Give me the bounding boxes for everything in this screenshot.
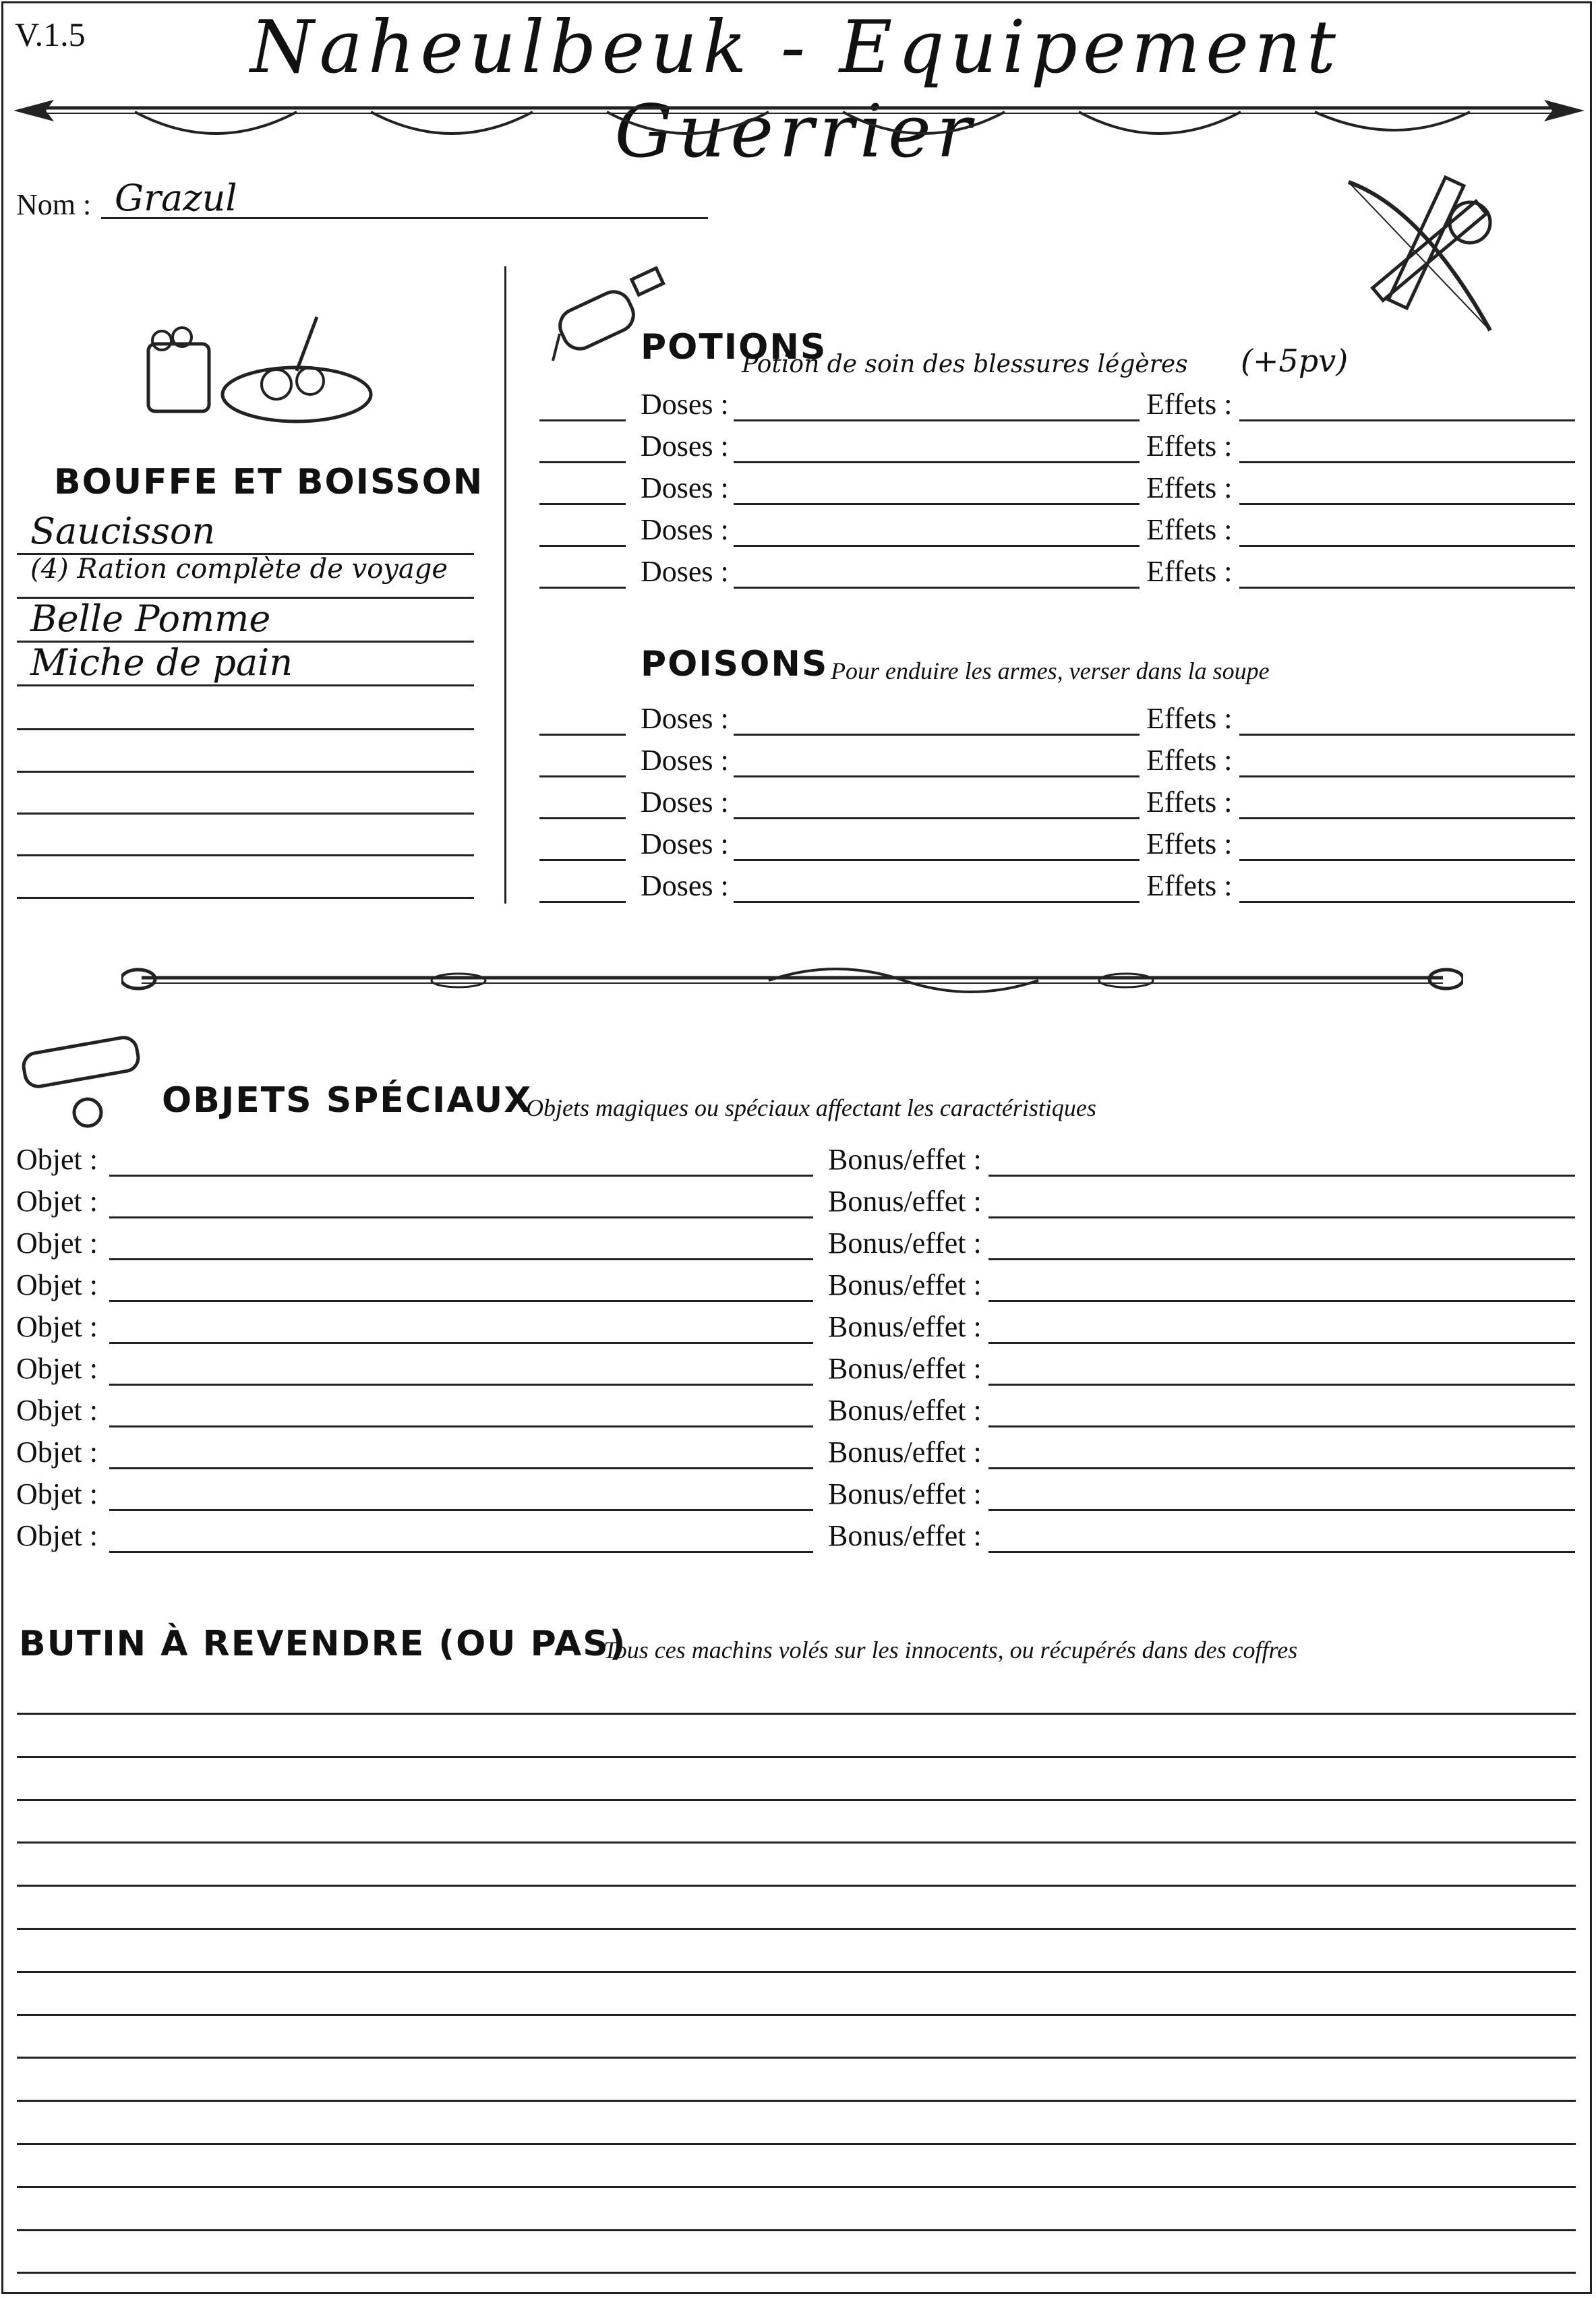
effect-line[interactable]	[1239, 734, 1575, 736]
page-title: Naheulbeuk - Equipement Guerrier	[249, 5, 1342, 174]
dose-line[interactable]	[734, 901, 1140, 903]
effect-line[interactable]	[1239, 503, 1575, 505]
loot-line[interactable]	[17, 1713, 1576, 1715]
object-label: Objet :	[16, 1310, 98, 1343]
bonus-line[interactable]	[988, 1425, 1575, 1427]
dose-count-line[interactable]	[539, 461, 626, 463]
loot-line[interactable]	[17, 1799, 1576, 1801]
dose-count-line[interactable]	[539, 817, 626, 819]
food-item[interactable]: Saucisson	[30, 510, 216, 552]
potions-heading: POTIONS	[641, 327, 827, 367]
effect-label: Effets :	[1146, 869, 1233, 902]
effect-label: Effets :	[1146, 702, 1233, 735]
loot-line[interactable]	[17, 1756, 1576, 1758]
spear-divider-icon	[13, 81, 1585, 148]
effect-label: Effets :	[1146, 786, 1233, 819]
dose-label: Doses :	[641, 388, 729, 421]
loot-line[interactable]	[17, 2186, 1576, 2188]
loot-line[interactable]	[17, 1885, 1576, 1887]
bonus-label: Bonus/effet :	[828, 1394, 982, 1427]
loot-line[interactable]	[17, 2014, 1576, 2016]
bonus-line[interactable]	[988, 1216, 1575, 1218]
loot-subtitle: Tous ces machins volés sur les innocents, ou récupérés dans des coffres	[603, 1637, 1298, 1663]
dose-count-line[interactable]	[539, 734, 626, 736]
object-label: Objet :	[16, 1268, 98, 1301]
dose-line[interactable]	[734, 817, 1140, 819]
dose-count-line[interactable]	[539, 775, 626, 777]
bonus-line[interactable]	[988, 1467, 1575, 1469]
name-line	[101, 217, 708, 219]
poisons-heading: POISONS	[641, 644, 829, 684]
poisons-subtitle: Pour enduire les armes, verser dans la soupe	[831, 657, 1270, 684]
dose-label: Doses :	[641, 430, 729, 463]
loot-line[interactable]	[17, 1928, 1576, 1930]
object-line[interactable]	[109, 1509, 813, 1511]
loot-line[interactable]	[17, 1971, 1576, 1973]
dose-line[interactable]	[734, 545, 1140, 547]
food-line	[17, 897, 474, 899]
loot-line[interactable]	[17, 1842, 1576, 1844]
dose-line[interactable]	[734, 775, 1140, 777]
effect-label: Effets :	[1146, 471, 1233, 504]
effect-line[interactable]	[1239, 587, 1575, 589]
food-item[interactable]: Belle Pomme	[30, 597, 271, 640]
dose-line[interactable]	[734, 503, 1140, 505]
dose-label: Doses :	[641, 702, 729, 735]
object-label: Objet :	[16, 1185, 98, 1218]
object-label: Objet :	[16, 1394, 98, 1427]
bonus-label: Bonus/effet :	[828, 1519, 982, 1552]
crossed-weapons-icon	[1322, 155, 1524, 344]
dose-label: Doses :	[641, 869, 729, 902]
object-label: Objet :	[16, 1143, 98, 1176]
bonus-line[interactable]	[988, 1175, 1575, 1177]
food-line	[17, 771, 474, 773]
object-line[interactable]	[109, 1175, 813, 1177]
effect-line[interactable]	[1239, 545, 1575, 547]
effect-line[interactable]	[1239, 901, 1575, 903]
object-line[interactable]	[109, 1384, 813, 1386]
dose-count-line[interactable]	[539, 859, 626, 861]
column-divider	[504, 266, 506, 904]
effect-label: Effets :	[1146, 744, 1233, 777]
food-line	[17, 728, 474, 730]
effect-label: Effets :	[1146, 430, 1233, 463]
dose-label: Doses :	[641, 555, 729, 588]
dose-line[interactable]	[734, 587, 1140, 589]
loot-line[interactable]	[17, 2057, 1576, 2059]
object-label: Objet :	[16, 1436, 98, 1469]
food-item[interactable]: (4) Ration complète de voyage	[30, 554, 448, 585]
object-line[interactable]	[109, 1342, 813, 1344]
object-line[interactable]	[109, 1425, 813, 1427]
bonus-label: Bonus/effet :	[828, 1477, 982, 1510]
loot-line[interactable]	[17, 2143, 1576, 2145]
bonus-label: Bonus/effet :	[828, 1352, 982, 1385]
dose-line[interactable]	[734, 734, 1140, 736]
object-line[interactable]	[109, 1300, 813, 1302]
bonus-line[interactable]	[988, 1342, 1575, 1344]
bonus-label: Bonus/effet :	[828, 1310, 982, 1343]
effect-label: Effets :	[1146, 827, 1233, 860]
effect-line[interactable]	[1239, 461, 1575, 463]
object-label: Objet :	[16, 1227, 98, 1260]
loot-line[interactable]	[17, 2272, 1576, 2274]
object-line[interactable]	[109, 1258, 813, 1260]
effect-line[interactable]	[1239, 775, 1575, 777]
dose-label: Doses :	[641, 786, 729, 819]
object-line[interactable]	[109, 1467, 813, 1469]
effect-line[interactable]	[1239, 817, 1575, 819]
food-line	[17, 813, 474, 815]
dose-count-line[interactable]	[539, 419, 626, 421]
dose-count-line[interactable]	[539, 503, 626, 505]
dose-label: Doses :	[641, 471, 729, 504]
staff-divider-icon	[121, 958, 1463, 998]
bonus-line[interactable]	[988, 1384, 1575, 1386]
object-label: Objet :	[16, 1519, 98, 1552]
bonus-label: Bonus/effet :	[828, 1436, 982, 1469]
dose-count-line[interactable]	[539, 545, 626, 547]
dose-line[interactable]	[734, 461, 1140, 463]
dose-line[interactable]	[734, 419, 1140, 421]
effect-label: Effets :	[1146, 513, 1233, 546]
food-heading: BOUFFE ET BOISSON	[54, 462, 484, 502]
food-line	[17, 854, 474, 856]
dose-label: Doses :	[641, 744, 729, 777]
dose-line[interactable]	[734, 859, 1140, 861]
loot-heading: BUTIN À REVENDRE (OU PAS)	[19, 1624, 627, 1664]
scroll-ring-icon	[17, 1025, 152, 1133]
potion-note[interactable]: Potion de soin des blessures légères	[742, 351, 1188, 378]
bonus-label: Bonus/effet :	[828, 1185, 982, 1218]
dose-label: Doses :	[641, 513, 729, 546]
effect-line[interactable]	[1239, 419, 1575, 421]
version-label: V.1.5	[15, 16, 86, 53]
name-value[interactable]: Grazul	[115, 177, 237, 219]
food-plate-icon	[135, 303, 378, 432]
object-label: Objet :	[16, 1352, 98, 1385]
bonus-line[interactable]	[988, 1258, 1575, 1260]
potion-note-effect[interactable]: (+5pv)	[1241, 343, 1349, 379]
effect-line[interactable]	[1239, 859, 1575, 861]
object-line[interactable]	[109, 1551, 813, 1553]
bonus-line[interactable]	[988, 1551, 1575, 1553]
name-label: Nom :	[16, 188, 92, 221]
bonus-line[interactable]	[988, 1509, 1575, 1511]
loot-line[interactable]	[17, 2229, 1576, 2231]
special-subtitle: Objets magiques ou spéciaux affectant les caractéristiques	[526, 1094, 1096, 1121]
object-label: Objet :	[16, 1477, 98, 1510]
bonus-label: Bonus/effet :	[828, 1268, 982, 1301]
effect-label: Effets :	[1146, 388, 1233, 421]
dose-label: Doses :	[641, 827, 729, 860]
object-line[interactable]	[109, 1216, 813, 1218]
effect-label: Effets :	[1146, 555, 1233, 588]
food-item[interactable]: Miche de pain	[30, 641, 293, 684]
bonus-line[interactable]	[988, 1300, 1575, 1302]
dose-count-line[interactable]	[539, 901, 626, 903]
bonus-label: Bonus/effet :	[828, 1227, 982, 1260]
dose-count-line[interactable]	[539, 587, 626, 589]
food-line	[17, 684, 474, 686]
loot-line[interactable]	[17, 2100, 1576, 2102]
bonus-label: Bonus/effet :	[828, 1143, 982, 1176]
special-heading: OBJETS SPÉCIAUX	[162, 1080, 533, 1121]
